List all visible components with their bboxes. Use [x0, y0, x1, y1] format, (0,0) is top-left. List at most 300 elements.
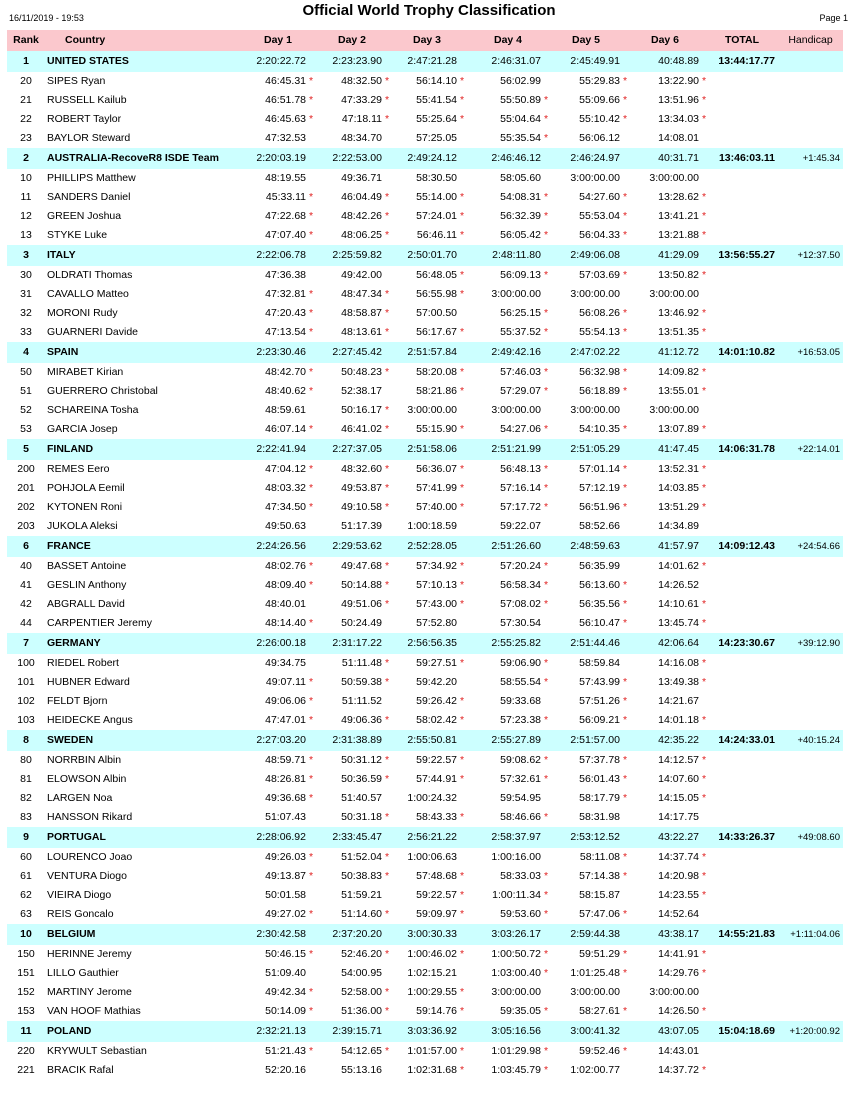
- counting-time-marker: *: [309, 113, 314, 125]
- rider-row: [7, 576, 843, 595]
- rider-day-3-time: 1:02:31.68: [407, 1064, 457, 1076]
- counting-time-marker: *: [623, 773, 628, 785]
- rider-day-5-time: 55:10.42: [579, 113, 620, 125]
- rider-name: VAN HOOF Mathias: [47, 1005, 141, 1017]
- rider-day-2-time: 49:06.36: [341, 714, 382, 726]
- rider-day-2-time: 49:42.00: [341, 269, 382, 281]
- team-day-3-time: 2:51:57.84: [407, 346, 457, 358]
- team-row: [7, 730, 843, 751]
- rider-day-5-time: 58:52.66: [579, 520, 620, 532]
- rider-day-1-time: 47:32.53: [265, 132, 306, 144]
- rider-day-2-time: 51:36.00: [341, 1005, 382, 1017]
- team-day-1-time: 2:20:22.72: [256, 55, 306, 67]
- counting-time-marker: *: [544, 811, 549, 823]
- team-name: POLAND: [47, 1025, 92, 1037]
- team-day-4-time: 2:48:11.80: [492, 249, 541, 261]
- rider-day-4-time: 56:25.15: [500, 307, 541, 319]
- rider-row: [7, 91, 843, 110]
- team-name: SWEDEN: [47, 734, 94, 746]
- team-day-4-time: 2:55:27.89: [491, 734, 541, 746]
- team-handicap: +1:20:00.92: [789, 1026, 840, 1037]
- team-day-3-time: 3:03:36.92: [407, 1025, 457, 1037]
- rider-day-4-time: 56:02.99: [500, 75, 541, 87]
- counting-time-marker: *: [460, 908, 465, 920]
- counting-time-marker: *: [309, 423, 314, 435]
- counting-time-marker: *: [385, 1045, 390, 1057]
- team-handicap: +1:45.34: [802, 153, 840, 164]
- rider-day-5-time: 57:51.26: [579, 695, 620, 707]
- counting-time-marker: *: [702, 94, 707, 106]
- rider-row: [7, 304, 843, 323]
- counting-time-marker: *: [460, 889, 465, 901]
- rider-day-4-time: 58:05.60: [500, 172, 541, 184]
- counting-time-marker: *: [623, 1045, 628, 1057]
- rider-day-6-time: 14:52.64: [658, 908, 699, 920]
- rider-day-5-time: 3:00:00.00: [570, 404, 620, 416]
- rider-day-1-time: 47:47.01: [265, 714, 306, 726]
- team-row: [7, 827, 843, 848]
- team-row: [7, 342, 843, 363]
- rider-day-3-time: 1:01:57.00: [407, 1045, 457, 1057]
- team-row: [7, 148, 843, 169]
- rider-day-2-time: 49:51.06: [341, 598, 382, 610]
- rider-day-5-time: 56:35.56: [579, 598, 620, 610]
- counting-time-marker: *: [623, 482, 628, 494]
- rider-day-1-time: 47:34.50: [265, 501, 306, 513]
- rider-name: HEIDECKE Angus: [47, 714, 133, 726]
- rider-day-6-time: 14:17.75: [658, 811, 699, 823]
- rider-day-3-time: 3:00:00.00: [407, 404, 457, 416]
- rider-day-1-time: 48:40.01: [265, 598, 306, 610]
- rider-number: 150: [17, 948, 35, 960]
- team-day-4-time: 3:03:26.17: [491, 928, 541, 940]
- rider-number: 151: [17, 967, 35, 979]
- rider-row: [7, 1061, 843, 1080]
- rider-day-3-time: 59:26.42: [416, 695, 457, 707]
- team-handicap: +39:12.90: [797, 638, 840, 649]
- rider-day-3-time: 59:42.20: [416, 676, 457, 688]
- rider-day-3-time: 55:14.00: [416, 191, 457, 203]
- team-day-1-time: 2:26:00.18: [256, 637, 306, 649]
- counting-time-marker: *: [309, 908, 314, 920]
- rider-day-1-time: 48:14.40: [265, 617, 306, 629]
- rider-day-4-time: 59:06.90: [500, 657, 541, 669]
- rider-day-1-time: 48:02.76: [265, 560, 306, 572]
- rider-day-1-time: 48:59.61: [265, 404, 306, 416]
- rider-day-3-time: 57:48.68: [416, 870, 457, 882]
- counting-time-marker: *: [385, 1005, 390, 1017]
- column-header-rank: Rank: [13, 34, 39, 46]
- counting-time-marker: *: [309, 560, 314, 572]
- counting-time-marker: *: [460, 986, 465, 998]
- rider-day-2-time: 51:59.21: [341, 889, 382, 901]
- counting-time-marker: *: [460, 695, 465, 707]
- counting-time-marker: *: [385, 986, 390, 998]
- rider-number: 153: [17, 1005, 35, 1017]
- rider-day-4-time: 58:46.66: [500, 811, 541, 823]
- team-day-6-time: 41:12.72: [658, 346, 699, 358]
- counting-time-marker: *: [623, 851, 628, 863]
- counting-time-marker: *: [460, 113, 465, 125]
- column-header-handicap: Handicap: [788, 34, 833, 46]
- rider-day-1-time: 47:20.43: [265, 307, 306, 319]
- counting-time-marker: *: [385, 463, 390, 475]
- rider-day-4-time: 1:00:16.00: [491, 851, 541, 863]
- counting-time-marker: *: [702, 657, 707, 669]
- counting-time-marker: *: [544, 229, 549, 241]
- counting-time-marker: *: [309, 482, 314, 494]
- rider-day-2-time: 51:17.39: [341, 520, 382, 532]
- team-name: FINLAND: [47, 443, 94, 455]
- counting-time-marker: *: [385, 307, 390, 319]
- counting-time-marker: *: [385, 754, 390, 766]
- rider-day-6-time: 14:08.01: [658, 132, 699, 144]
- rider-day-5-time: 57:03.69: [579, 269, 620, 281]
- team-day-5-time: 2:49:06.08: [570, 249, 620, 261]
- rider-day-5-time: 57:12.19: [579, 482, 620, 494]
- rider-name: HERINNE Jeremy: [47, 948, 132, 960]
- rider-day-5-time: 57:43.99: [579, 676, 620, 688]
- rider-row: [7, 905, 843, 924]
- rider-number: 102: [17, 695, 35, 707]
- rider-name: CAVALLO Matteo: [47, 288, 129, 300]
- rider-number: 101: [17, 676, 35, 688]
- rider-name: MIRABET Kirian: [47, 366, 124, 378]
- counting-time-marker: *: [623, 385, 628, 397]
- rider-row: [7, 692, 843, 711]
- rider-day-1-time: 49:07.11: [265, 676, 306, 688]
- rider-day-6-time: 14:29.76: [658, 967, 699, 979]
- rider-day-2-time: 49:10.58: [341, 501, 382, 513]
- counting-time-marker: *: [460, 269, 465, 281]
- rider-day-6-time: 14:26.52: [658, 579, 699, 591]
- counting-time-marker: *: [309, 94, 314, 106]
- counting-time-marker: *: [460, 948, 465, 960]
- rider-day-4-time: 55:37.52: [500, 326, 541, 338]
- rider-day-3-time: 57:43.00: [416, 598, 457, 610]
- counting-time-marker: *: [623, 75, 628, 87]
- team-day-5-time: 2:45:49.91: [570, 55, 620, 67]
- team-day-2-time: 2:31:17.22: [332, 637, 382, 649]
- counting-time-marker: *: [309, 501, 314, 513]
- print-date: 16/11/2019 - 19:53: [9, 13, 84, 23]
- rider-number: 63: [20, 908, 32, 920]
- team-name: UNITED STATES: [47, 55, 129, 67]
- rider-day-4-time: 56:48.13: [500, 463, 541, 475]
- counting-time-marker: *: [385, 657, 390, 669]
- rider-row: [7, 266, 843, 285]
- counting-time-marker: *: [460, 773, 465, 785]
- rider-number: 20: [20, 75, 32, 87]
- rider-name: MORONI Rudy: [47, 307, 118, 319]
- team-handicap: +12:37.50: [797, 250, 840, 261]
- rider-number: 81: [20, 773, 32, 785]
- team-row: [7, 439, 843, 460]
- rider-name: SCHAREINA Tosha: [47, 404, 139, 416]
- rider-day-3-time: 57:52.80: [416, 617, 457, 629]
- team-day-4-time: 2:58:37.97: [491, 831, 541, 843]
- team-day-2-time: 2:22:53.00: [332, 152, 382, 164]
- rider-day-2-time: 50:24.49: [341, 617, 382, 629]
- counting-time-marker: *: [385, 75, 390, 87]
- counting-time-marker: *: [460, 560, 465, 572]
- team-rank: 11: [20, 1025, 32, 1037]
- rider-day-6-time: 13:07.89: [658, 423, 699, 435]
- rider-day-5-time: 55:54.13: [579, 326, 620, 338]
- rider-day-3-time: 57:41.99: [416, 482, 457, 494]
- team-day-6-time: 43:22.27: [658, 831, 699, 843]
- team-day-2-time: 2:29:53.62: [332, 540, 382, 552]
- rider-day-5-time: 55:29.83: [579, 75, 620, 87]
- rider-day-4-time: 54:27.06: [500, 423, 541, 435]
- rider-day-6-time: 14:37.72: [658, 1064, 699, 1076]
- rider-name: GESLIN Anthony: [47, 579, 127, 591]
- rider-day-2-time: 52:38.17: [341, 385, 382, 397]
- rider-day-5-time: 1:02:00.77: [570, 1064, 620, 1076]
- team-day-2-time: 2:25:59.82: [332, 249, 382, 261]
- rider-name: LILLO Gauthier: [47, 967, 119, 979]
- counting-time-marker: *: [544, 579, 549, 591]
- rider-day-6-time: 13:49.38: [658, 676, 699, 688]
- rider-name: RUSSELL Kailub: [47, 94, 127, 106]
- counting-time-marker: *: [460, 75, 465, 87]
- rider-day-5-time: 58:31.98: [579, 811, 620, 823]
- rider-row: [7, 964, 843, 983]
- rider-name: VENTURA Diogo: [47, 870, 127, 882]
- rider-day-2-time: 48:32.50: [341, 75, 382, 87]
- rider-name: KRYWULT Sebastian: [47, 1045, 147, 1057]
- team-handicap: +24:54.66: [797, 541, 840, 552]
- rider-row: [7, 207, 843, 226]
- rider-day-2-time: 49:47.68: [341, 560, 382, 572]
- counting-time-marker: *: [385, 482, 390, 494]
- rider-row: [7, 983, 843, 1002]
- team-name: AUSTRALIA-RecoveR8 ISDE Team: [47, 152, 219, 164]
- counting-time-marker: *: [385, 560, 390, 572]
- team-day-2-time: 2:39:15.71: [332, 1025, 382, 1037]
- rider-number: 33: [20, 326, 32, 338]
- rider-number: 10: [20, 172, 32, 184]
- team-day-4-time: 2:46:31.07: [491, 55, 541, 67]
- rider-day-4-time: 58:55.54: [500, 676, 541, 688]
- rider-day-2-time: 50:31.12: [341, 754, 382, 766]
- rider-name: JUKOLA Aleksi: [47, 520, 118, 532]
- team-total-time: 14:23:30.67: [718, 637, 775, 649]
- rider-row: [7, 363, 843, 382]
- rider-name: REMES Eero: [47, 463, 110, 475]
- rider-day-4-time: 57:20.24: [500, 560, 541, 572]
- rider-day-4-time: 3:00:00.00: [491, 404, 541, 416]
- rider-day-4-time: 59:08.62: [500, 754, 541, 766]
- rider-day-4-time: 57:30.54: [500, 617, 541, 629]
- rider-number: 103: [17, 714, 35, 726]
- rider-name: RIEDEL Robert: [47, 657, 119, 669]
- rider-day-6-time: 13:51.96: [658, 94, 699, 106]
- counting-time-marker: *: [623, 617, 628, 629]
- counting-time-marker: *: [460, 811, 465, 823]
- rider-day-3-time: 58:21.86: [416, 385, 457, 397]
- rider-day-4-time: 57:08.02: [500, 598, 541, 610]
- rider-name: SIPES Ryan: [47, 75, 106, 87]
- counting-time-marker: *: [309, 695, 314, 707]
- rider-day-3-time: 1:02:15.21: [407, 967, 457, 979]
- rider-number: 83: [20, 811, 32, 823]
- rider-day-4-time: 1:01:29.98: [491, 1045, 541, 1057]
- rider-day-6-time: 13:21.88: [658, 229, 699, 241]
- rider-row: [7, 479, 843, 498]
- counting-time-marker: *: [623, 948, 628, 960]
- rider-day-3-time: 56:36.07: [416, 463, 457, 475]
- team-day-1-time: 2:28:06.92: [256, 831, 306, 843]
- rider-day-3-time: 55:25.64: [416, 113, 457, 125]
- counting-time-marker: *: [702, 773, 707, 785]
- rider-name: VIEIRA Diogo: [47, 889, 112, 901]
- rider-day-2-time: 52:46.20: [341, 948, 382, 960]
- team-day-4-time: 2:46:46.12: [491, 152, 541, 164]
- counting-time-marker: *: [385, 598, 390, 610]
- team-day-3-time: 2:56:56.35: [407, 637, 457, 649]
- rider-day-5-time: 58:15.87: [579, 889, 620, 901]
- counting-time-marker: *: [309, 75, 314, 87]
- team-rank: 9: [23, 831, 29, 843]
- counting-time-marker: *: [702, 113, 707, 125]
- counting-time-marker: *: [385, 773, 390, 785]
- rider-day-4-time: 55:35.54: [500, 132, 541, 144]
- rider-row: [7, 382, 843, 401]
- counting-time-marker: *: [385, 676, 390, 688]
- counting-time-marker: *: [385, 229, 390, 241]
- rider-day-2-time: 54:00.95: [341, 967, 382, 979]
- team-day-3-time: 2:50:01.70: [407, 249, 457, 261]
- rider-row: [7, 72, 843, 91]
- rider-day-2-time: 54:12.65: [341, 1045, 382, 1057]
- counting-time-marker: *: [385, 113, 390, 125]
- rider-day-3-time: 57:40.00: [416, 501, 457, 513]
- rider-name: BASSET Antoine: [47, 560, 127, 572]
- counting-time-marker: *: [702, 307, 707, 319]
- counting-time-marker: *: [544, 889, 549, 901]
- rider-row: [7, 517, 843, 536]
- counting-time-marker: *: [623, 792, 628, 804]
- rider-row: [7, 808, 843, 827]
- rider-day-5-time: 56:51.96: [579, 501, 620, 513]
- team-day-3-time: 2:55:50.81: [407, 734, 457, 746]
- counting-time-marker: *: [544, 657, 549, 669]
- rider-day-6-time: 14:43.01: [658, 1045, 699, 1057]
- counting-time-marker: *: [544, 714, 549, 726]
- counting-time-marker: *: [309, 366, 314, 378]
- rider-day-3-time: 1:00:29.55: [407, 986, 457, 998]
- counting-time-marker: *: [544, 94, 549, 106]
- rider-day-6-time: 14:34.89: [658, 520, 699, 532]
- rider-day-5-time: 59:51.29: [579, 948, 620, 960]
- team-handicap: +16:53.05: [797, 347, 840, 358]
- counting-time-marker: *: [460, 754, 465, 766]
- counting-time-marker: *: [309, 579, 314, 591]
- team-day-4-time: 2:55:25.82: [491, 637, 541, 649]
- counting-time-marker: *: [544, 113, 549, 125]
- rider-day-6-time: 14:15.05: [658, 792, 699, 804]
- team-day-5-time: 2:46:24.97: [570, 152, 620, 164]
- rider-day-3-time: 57:34.92: [416, 560, 457, 572]
- team-row: [7, 245, 843, 266]
- rider-name: BAYLOR Steward: [47, 132, 131, 144]
- rider-day-1-time: 49:42.34: [265, 986, 306, 998]
- rider-day-5-time: 58:59.84: [579, 657, 620, 669]
- rider-row: [7, 848, 843, 867]
- counting-time-marker: *: [702, 1005, 707, 1017]
- counting-time-marker: *: [702, 714, 707, 726]
- counting-time-marker: *: [544, 423, 549, 435]
- team-day-5-time: 2:51:05.29: [570, 443, 620, 455]
- rider-day-2-time: 48:34.70: [341, 132, 382, 144]
- counting-time-marker: *: [623, 191, 628, 203]
- counting-time-marker: *: [544, 1064, 549, 1076]
- rider-day-1-time: 51:21.43: [265, 1045, 306, 1057]
- team-rank: 10: [20, 928, 32, 940]
- column-header-day-5: Day 5: [571, 34, 601, 46]
- rider-day-3-time: 59:14.76: [416, 1005, 457, 1017]
- rider-day-5-time: 56:01.43: [579, 773, 620, 785]
- rider-number: 221: [17, 1064, 35, 1076]
- rider-number: 44: [20, 617, 32, 629]
- page-title: Official World Trophy Classification: [302, 2, 556, 19]
- counting-time-marker: *: [702, 326, 707, 338]
- rider-name: LARGEN Noa: [47, 792, 113, 804]
- counting-time-marker: *: [702, 229, 707, 241]
- rider-day-6-time: 14:09.82: [658, 366, 699, 378]
- rider-day-4-time: 3:00:00.00: [491, 288, 541, 300]
- counting-time-marker: *: [385, 191, 390, 203]
- rider-day-1-time: 49:27.02: [265, 908, 306, 920]
- rider-day-3-time: 59:27.51: [416, 657, 457, 669]
- rider-name: FELDT Bjorn: [47, 695, 108, 707]
- rider-day-5-time: 54:27.60: [579, 191, 620, 203]
- rider-row: [7, 498, 843, 517]
- counting-time-marker: *: [385, 404, 390, 416]
- rider-day-6-time: 13:34.03: [658, 113, 699, 125]
- counting-time-marker: *: [460, 94, 465, 106]
- rider-day-3-time: 56:46.11: [416, 229, 457, 241]
- rider-day-4-time: 57:29.07: [500, 385, 541, 397]
- rider-name: GREEN Joshua: [47, 210, 122, 222]
- rider-day-5-time: 56:18.89: [579, 385, 620, 397]
- column-header-day-6: Day 6: [650, 34, 680, 46]
- rider-day-4-time: 59:35.05: [500, 1005, 541, 1017]
- counting-time-marker: *: [623, 714, 628, 726]
- rider-day-6-time: 3:00:00.00: [649, 172, 699, 184]
- team-handicap: +1:11:04.06: [790, 929, 840, 940]
- rider-number: 200: [17, 463, 35, 475]
- rider-day-5-time: 56:13.60: [579, 579, 620, 591]
- team-day-5-time: 2:59:44.38: [570, 928, 620, 940]
- counting-time-marker: *: [460, 598, 465, 610]
- rider-row: [7, 460, 843, 479]
- rider-name: ABGRALL David: [47, 598, 125, 610]
- counting-time-marker: *: [544, 908, 549, 920]
- counting-time-marker: *: [460, 1045, 465, 1057]
- team-total-time: 14:33:26.37: [718, 831, 775, 843]
- team-name: BELGIUM: [47, 928, 96, 940]
- counting-time-marker: *: [385, 288, 390, 300]
- counting-time-marker: *: [702, 1064, 707, 1076]
- rider-day-5-time: 3:00:00.00: [570, 288, 620, 300]
- team-day-2-time: 2:27:37.05: [332, 443, 382, 455]
- rider-day-6-time: 14:01.62: [658, 560, 699, 572]
- counting-time-marker: *: [702, 385, 707, 397]
- team-day-4-time: 2:51:21.99: [491, 443, 541, 455]
- rider-day-4-time: 59:22.07: [500, 520, 541, 532]
